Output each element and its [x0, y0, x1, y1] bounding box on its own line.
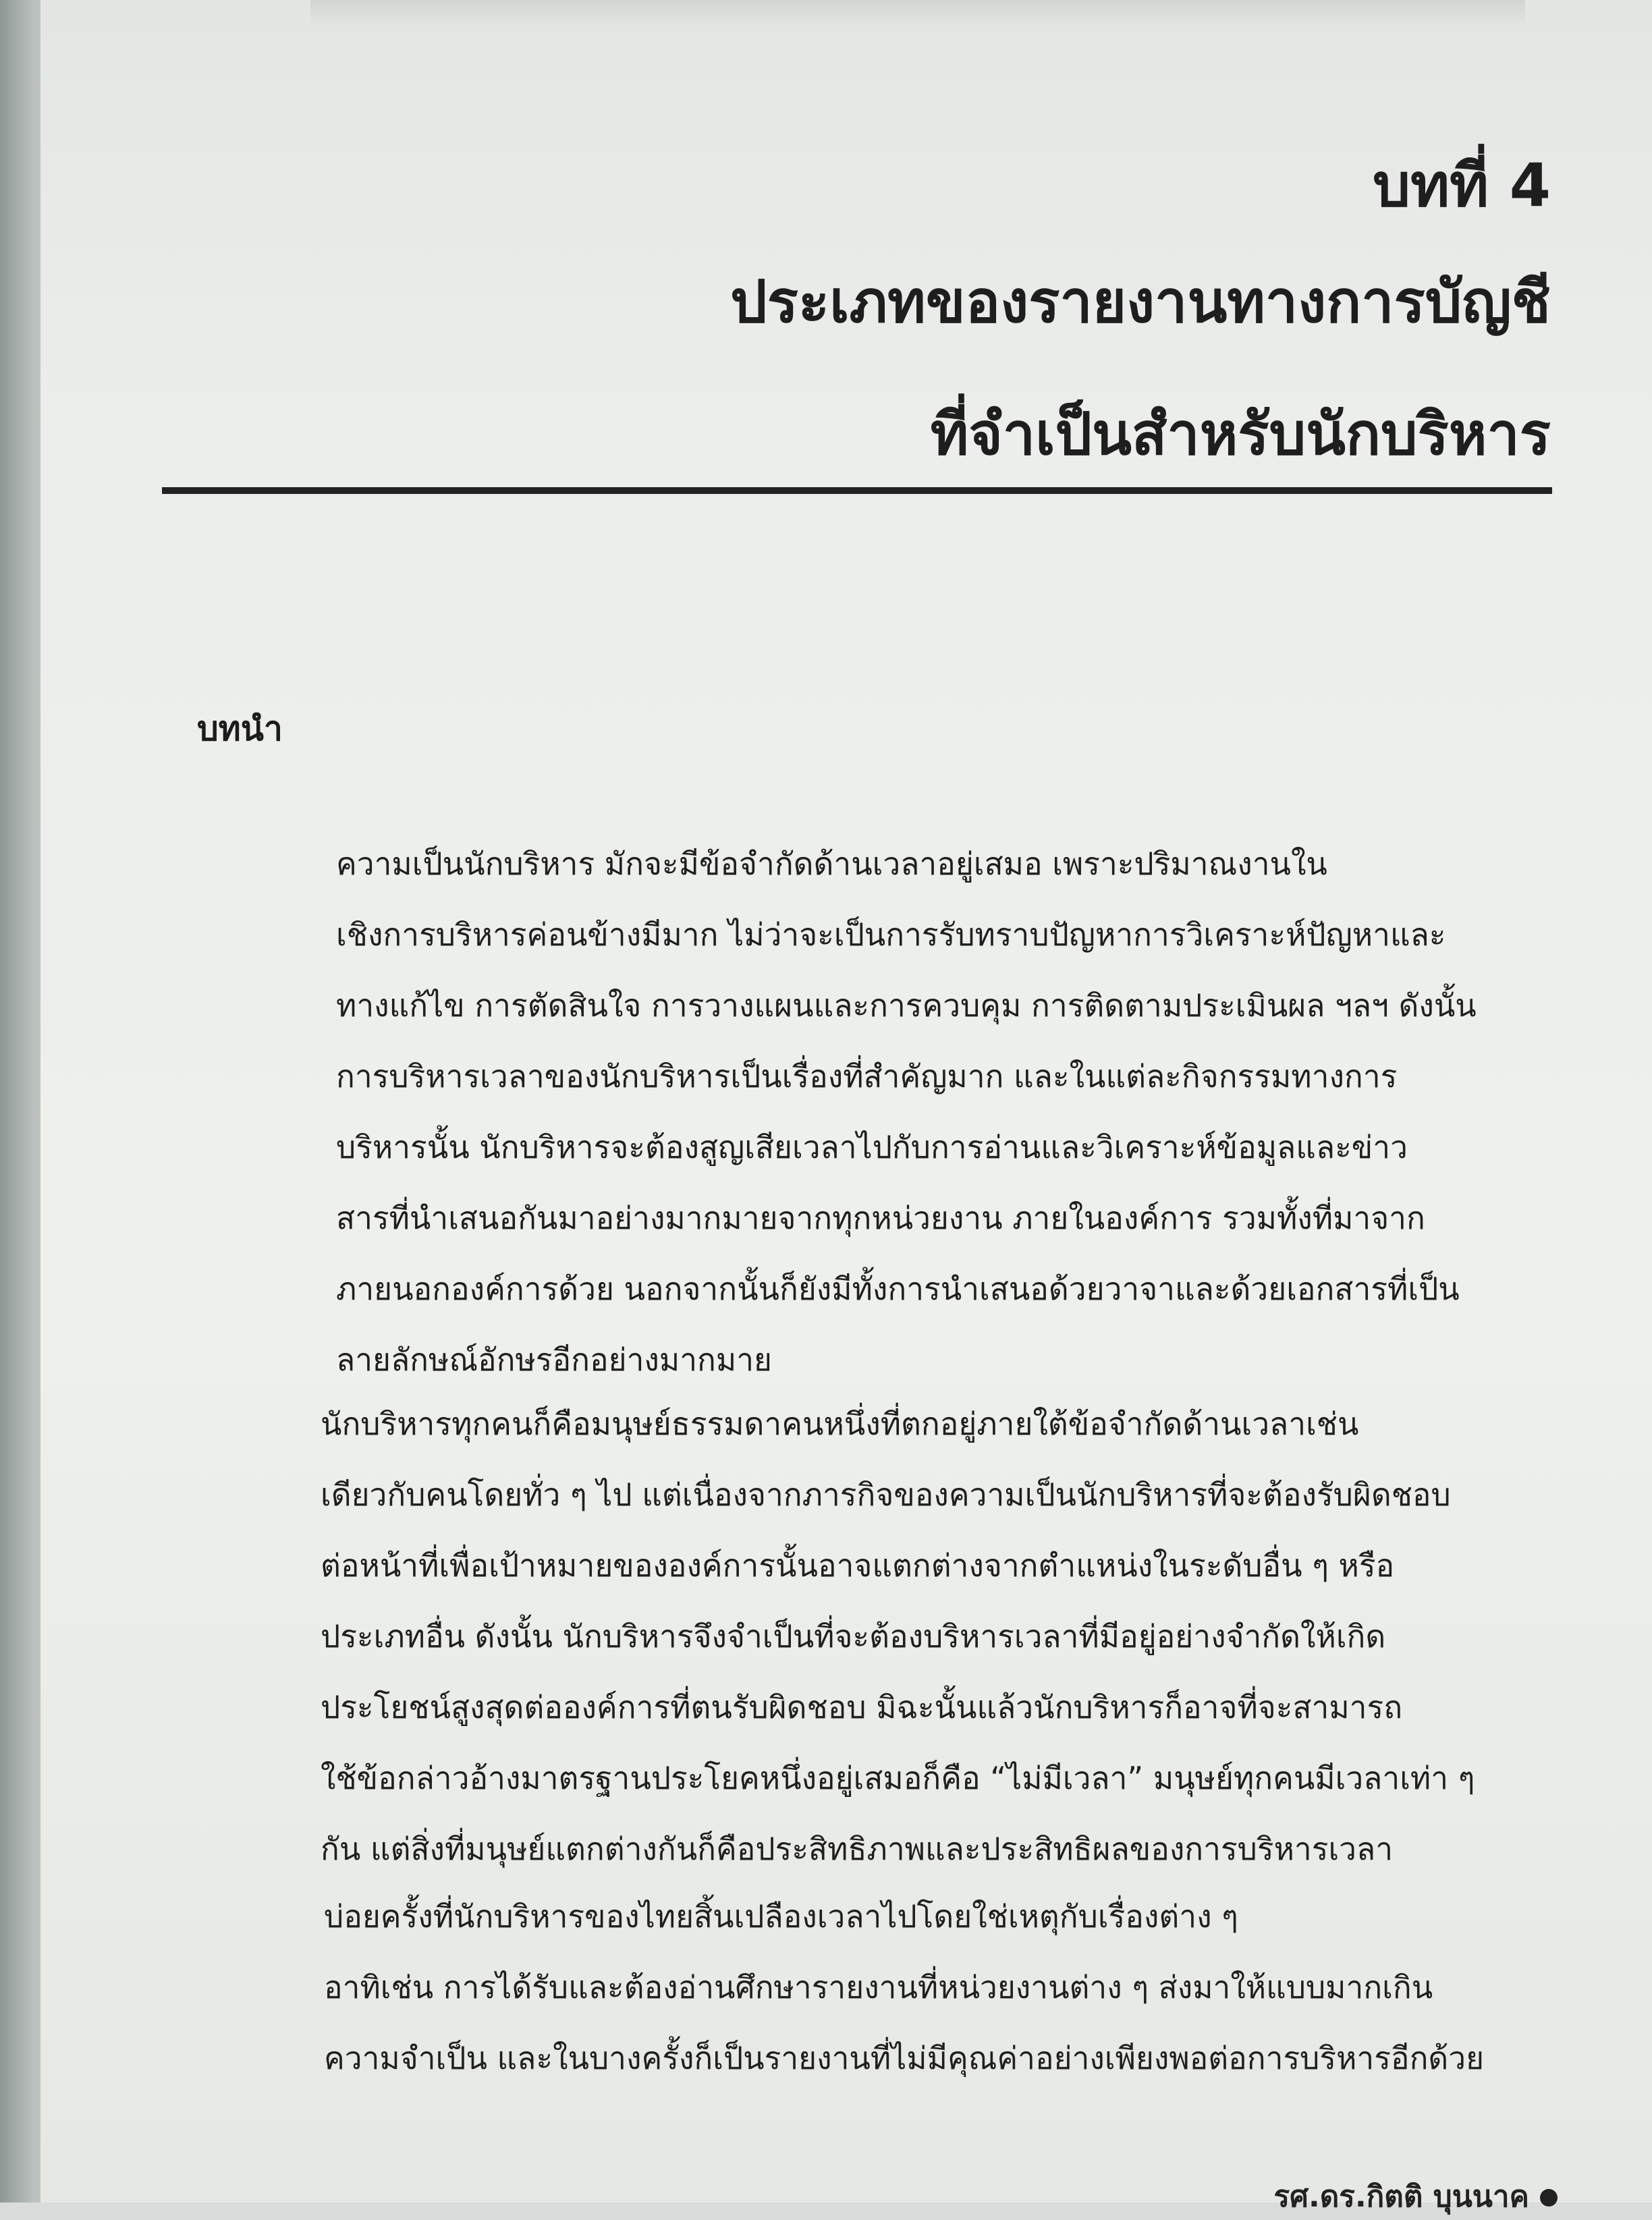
paragraph-line: ประโยชน์สูงสุดต่อองค์การที่ตนรับผิดชอบ มิฉะนั้นแล้วนักบริหารก็อาจที่จะสามารถ — [321, 1689, 1403, 1725]
chapter-title-line-1: ประเภทของรายงานทางการบัญชี — [730, 269, 1551, 336]
paragraph-line: ทางแก้ไข การตัดสินใจ การวางแผนและการควบคุม การติดตามประเมินผล ฯลฯ ดังนั้น — [336, 987, 1477, 1024]
paragraph-line: ใช้ข้อกล่าวอ้างมาตรฐานประโยคหนึ่งอยู่เสมอก็คือ “ไม่มีเวลา” มนุษย์ทุกคนมีเวลาเท่า ๆ — [321, 1760, 1475, 1796]
paragraph-1 — [182, 829, 1572, 1395]
previous-page-bleed — [310, 0, 1525, 27]
paragraph-3 — [182, 1881, 1572, 2094]
paragraph-line: กัน แต่สิ่งที่มนุษย์แตกต่างกันก็คือประสิทธิภาพและประสิทธิผลของการบริหารเวลา — [321, 1831, 1394, 1867]
paragraph-line: ประเภทอื่น ดังนั้น นักบริหารจึงจำเป็นที่จะต้องบริหารเวลาที่มีอยู่อย่างจำกัดให้เกิด — [321, 1618, 1386, 1655]
book-page — [40, 0, 1652, 2214]
chapter-divider-rule — [162, 487, 1552, 494]
paragraph-line: นักบริหารทุกคนก็คือมนุษย์ธรรมดาคนหนึ่งที่ตกอยู่ภายใต้ข้อจำกัดด้านเวลาเช่น — [321, 1406, 1359, 1442]
paragraph-line: บ่อยครั้งที่นักบริหารของไทยสิ้นเปลืองเวลาไปโดยใช่เหตุกับเรื่องต่าง ๆ — [324, 1898, 1238, 1935]
chapter-title-line-2: ที่จำเป็นสำหรับนักบริหาร — [930, 401, 1551, 468]
paragraph-line: บริหารนั้น นักบริหารจะต้องสูญเสียเวลาไปกับการอ่านและวิเคราะห์ข้อมูลและข่าว — [336, 1129, 1408, 1165]
section-heading: บทนำ — [197, 709, 283, 748]
paragraph-line: การบริหารเวลาของนักบริหารเป็นเรื่องที่สำคัญมาก และในแต่ละกิจกรรมทางการ — [336, 1058, 1398, 1094]
paragraph-line: ภายนอกองค์การด้วย นอกจากนั้นก็ยังมีทั้งการนำเสนอด้วยวาจาและด้วยเอกสารที่เป็น — [336, 1271, 1460, 1307]
running-footer — [1273, 2173, 1558, 2220]
paragraph-line: อาทิเช่น การได้รับและต้องอ่านศึกษารายงานที่หน่วยงานต่าง ๆ ส่งมาให้แบบมากเกิน — [324, 1969, 1433, 2005]
footer-bullet-icon — [1540, 2189, 1558, 2207]
chapter-number: บทที่ 4 — [1373, 150, 1551, 220]
paragraph-line: เชิงการบริหารค่อนข้างมีมาก ไม่ว่าจะเป็นการรับทราบปัญหาการวิเคราะห์ปัญหาและ — [336, 916, 1446, 953]
paragraph-line: ลายลักษณ์อักษรอีกอย่างมากมาย — [336, 1341, 772, 1378]
paragraph-line: ความเป็นนักบริหาร มักจะมีข้อจำกัดด้านเวลาอยู่เสมอ เพราะปริมาณงานใน — [336, 845, 1327, 882]
chapter-header — [730, 135, 1551, 501]
footer-author: รศ.ดร.กิตติ บุนนาค — [1273, 2180, 1529, 2214]
paragraph-line: ความจำเป็น และในบางครั้งก็เป็นรายงานที่ไม่มีคุณค่าอย่างเพียงพอต่อการบริหารอีกด้วย — [324, 2040, 1485, 2076]
paragraph-line: สารที่นำเสนอกันมาอย่างมากมายจากทุกหน่วยงาน ภายในองค์การ รวมทั้งที่มาจาก — [336, 1200, 1425, 1236]
paragraph-line: ต่อหน้าที่เพื่อเป้าหมายขององค์การนั้นอาจแตกต่างจากตำแหน่งในระดับอื่น ๆ หรือ — [321, 1547, 1395, 1584]
paragraph-line: เดียวกับคนโดยทั่ว ๆ ไป แต่เนื่องจากภารกิจของความเป็นนักบริหารที่จะต้องรับผิดชอบ — [321, 1476, 1451, 1513]
paragraph-2 — [182, 1389, 1572, 1885]
